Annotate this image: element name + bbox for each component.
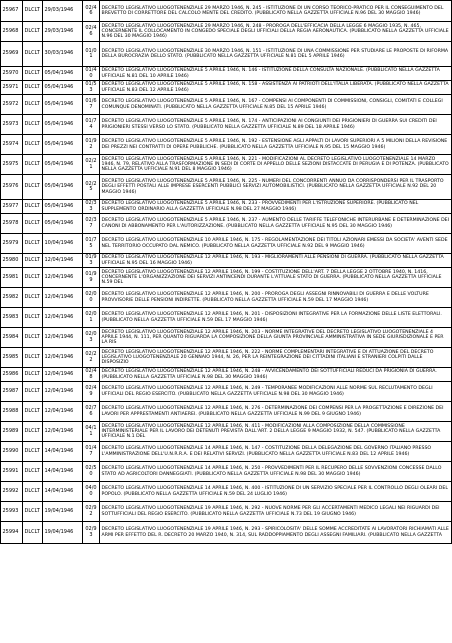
record-number: 25975 [1, 155, 23, 175]
act-page: 04/11 [83, 422, 100, 442]
act-description: DECRETO LEGISLATIVO LUOGOTENENZIALE 5 APRILE 1946, N. 192 - ESTENSIONE AGLI APPALTI DI LAVORI SUPERIORI A 5 MILIONI DELLA REVISIONE DEI PREZZI NEI CONTRATTI DI OPERE PUBBLICHE. (PUBBLICATO NELLA GAZZETTA UFFICIALE N.95 DEL 15 MAGGIO 1946) [100, 135, 452, 155]
table-row [1, 328, 452, 348]
table-row [1, 268, 452, 288]
act-date: 14/04/1946 [43, 482, 83, 502]
act-page: 02/00 [83, 288, 100, 308]
act-date: 12/04/1946 [43, 288, 83, 308]
record-number: 25978 [1, 214, 23, 234]
act-date: 05/04/1946 [43, 175, 83, 200]
record-number: 25987 [1, 382, 23, 402]
act-type: DLCLT [23, 402, 43, 422]
act-type: DLCLT [23, 42, 43, 67]
table-row [1, 254, 452, 268]
record-number: 25970 [1, 67, 23, 81]
record-number: 25973 [1, 115, 23, 135]
act-description: DECRETO LEGISLATIVO LUOGOTENENZIALE 12 APRILE 1946, N. 200 - PROROGA DEGLI ASSEGNI RINNOVABILI DI GUERRA E DELLE VOLTURE PROVVISORIE DELLE PENSIONI INDIRETTE. (PUBBLICATO NELLA GAZZETTA UFFICIALE N.59 DEL 17 MAGGIO 1946) [100, 288, 452, 308]
act-page: 02/49 [83, 382, 100, 402]
act-description: DECRETO LEGISLATIVO LUOGOTENENZIALE 19 APRILE 1946, N. 293 - SPIRICOLOSITA' DELLE SOMME ACCREDITATE AI LAVORATORI RICHIAMATI ALLE ARMI PER EFFETTO DEL R. DECRETO 20 MARZO 1940, N. 314, SUL RADDOPPIAMENTO DEGLI ASSEGNI FAMILIARI. (PUBBLICATO NELLA GAZZETTA [100, 522, 452, 544]
act-description: DECRETO LEGISLATIVO LUOGOTENENZIALE 12 APRILE 1946, N. 276 - DETERMINAZIONE DEI COMPENSI PER LA PROGETTAZIONE E DIREZIONE DEI LAVORI PER APPRESTAMENTI ANTIAEREI. (PUBBLICATO NELLA GAZZETTA UFFICIALE N.99 DEL 9 GIUGNO 1946) [100, 402, 452, 422]
table-row [1, 442, 452, 462]
act-type: DLCLT [23, 200, 43, 214]
act-date: 12/04/1946 [43, 328, 83, 348]
act-page: 02/46 [83, 1, 100, 22]
act-description: DECRETO LEGISLATIVO LUOGOTENENZIALE 10 APRILE 1946, N. 175 - REGOLAMENTAZIONE DEI TITOLI AZIONARI EMESSI DA SOCIETA' AVENTI SEDE NEL TERRITORIO OCCUPATO DAL NEMICO. (PUBBLICATO NELLA GAZZETTA UFFICIALE N.92 DEL 9 MAGGIO 1946) [100, 234, 452, 254]
act-date: 12/04/1946 [43, 348, 83, 368]
table-row [1, 214, 452, 234]
table-row [1, 95, 452, 115]
act-page: 02/37 [83, 214, 100, 234]
act-type: DLCLT [23, 522, 43, 544]
act-date: 12/04/1946 [43, 268, 83, 288]
record-number: 25990 [1, 442, 23, 462]
act-type: DLCLT [23, 482, 43, 502]
table-row [1, 1, 452, 22]
act-date: 29/03/1946 [43, 1, 83, 22]
act-type: DLCLT [23, 442, 43, 462]
act-date: 05/04/1946 [43, 95, 83, 115]
act-page: 02/33 [83, 200, 100, 214]
act-date: 05/04/1946 [43, 81, 83, 95]
record-number: 25982 [1, 288, 23, 308]
table-row [1, 382, 452, 402]
table-row [1, 482, 452, 502]
act-type: DLCLT [23, 422, 43, 442]
record-number: 25974 [1, 135, 23, 155]
act-type: DLCLT [23, 214, 43, 234]
act-type: DLCLT [23, 462, 43, 482]
record-number: 25984 [1, 328, 23, 348]
act-date: 30/03/1946 [43, 42, 83, 67]
table-row [1, 22, 452, 42]
act-page: 01/01 [83, 42, 100, 67]
record-number: 25968 [1, 22, 23, 42]
act-page: 01/47 [83, 442, 100, 462]
act-type: DLCLT [23, 288, 43, 308]
table-row [1, 522, 452, 544]
act-date: 05/04/1946 [43, 67, 83, 81]
record-number: 25969 [1, 42, 23, 67]
act-date: 19/04/1946 [43, 502, 83, 522]
table-row [1, 402, 452, 422]
act-type: DLCLT [23, 502, 43, 522]
act-description: DECRETO LEGISLATIVO LUOGOTENENZIALE 5 APRILE 1946, N. 233 - PROVVEDIMENTI PER L'ISTRUZIONE SUPERIORE. (PUBBLICATO NEL SUPPLEMENTO ORDINARIO ALLA GAZZETTA UFFICIALE N.98 DEL 27 MAGGIO 1946) [100, 200, 452, 214]
record-number: 25981 [1, 268, 23, 288]
act-description: DECRETO LEGISLATIVO LUOGOTENENZIALE 5 APRILE 1946, N. 158 - ASSISTENZA AI PATRIOTI DELL'ITALIA LIBERATA. (PUBBLICATO NELLA GAZZETTA UFFICIALE N.83 DEL 12 APRILE 1946) [100, 81, 452, 95]
act-type: DLCLT [23, 155, 43, 175]
act-date: 12/04/1946 [43, 308, 83, 328]
act-date: 14/04/1946 [43, 462, 83, 482]
act-date: 12/04/1946 [43, 382, 83, 402]
record-number: 25967 [1, 1, 23, 22]
act-date: 14/04/1946 [43, 442, 83, 462]
act-description: DECRETO LEGISLATIVO LUOGOTENENZIALE 5 APRILE 1946, N. 167 - COMPENSI AI COMPONENTI DI COMMISSIONI, CONSIGLI, COMITATI E COLLEGI COMUNQUE DENOMINATI. (PUBBLICATO NELLA GAZZETTA UFFICIALE N.85 DEL 15 APRILE 1946) [100, 95, 452, 115]
table-row [1, 308, 452, 328]
act-page: 02/01 [83, 308, 100, 328]
act-type: DLCLT [23, 115, 43, 135]
record-number: 25985 [1, 348, 23, 368]
act-description: DECRETO LEGISLATIVO LUOGOTENENZIALE 12 APRILE 1946, N. 222 - NORME COMPLEMENTARI INTEGRATIVE E DI ATTUAZIONE DEL DECRETO LEGISLATIVO LUOGOTENENZIALE 20 GENNAIO 1944, N. 26, PER LA REINTEGRAZIONE DEI CITTADINI ITALIANI E STRANIERI COLPITI DALLE DISPOSIZIO [100, 348, 452, 368]
act-date: 12/04/1946 [43, 422, 83, 442]
act-type: DLCLT [23, 95, 43, 115]
act-description: DECRETO LEGISLATIVO LUOGOTENENZIALE 5 APRILE 1946, N. 221 - MODIFICAZIONI AL DECRETO LEGISLATIVO LUOGOTENENZIALE 14 MARZO 1946, N. 79, RELATIVO ALLA TRASFORMAZIONE IN SEDI DI CORTE DI APPELLO DELLE SEZIONI DISTACCATE DI PERUGIA E DI POTENZA. (PUBBLICATO NELLA GAZZETTA UFFICIALE N.91 DEL 8 MAGGIO 1946) [100, 155, 452, 175]
act-description: DECRETO LEGISLATIVO LUOGOTENENZIALE 14 APRILE 1946, N. 250 - PROVVEDIMENTI PER IL RECUPERO DELLE SOVVENZIONI CONCESSE DALLO STATO AD AGRICOLTORI DANNEGGIATI. (PUBBLICATO NELLA GAZZETTA UFFICIALE N.98 DEL 30 MAGGIO 1946) [100, 462, 452, 482]
act-date: 05/04/1946 [43, 155, 83, 175]
record-number: 25980 [1, 254, 23, 268]
act-page: 02/03 [83, 328, 100, 348]
table-row [1, 368, 452, 382]
act-page: 02/93 [83, 522, 100, 544]
act-type: DLCLT [23, 328, 43, 348]
act-page: 01/99 [83, 268, 100, 288]
record-number: 25979 [1, 234, 23, 254]
act-description: DECRETO LEGISLATIVO LUOGOTENENZIALE 12 APRILE 1946, N. 203 - NORME INTEGRATIVE DEL DECRETO LEGISLATIVO LUOGOTENENZIALE 4 APRILE 1944, N. 111, PER QUANTO RIGUARDA LA COMPOSIZIONE DELLA GIUNTA PROVINCIALE AMMINISTRATIVA IN SEDE GIURISDIZIONALE E PER LA RIS [100, 328, 452, 348]
act-type: DLCLT [23, 1, 43, 22]
act-page: 01/92 [83, 135, 100, 155]
record-number: 25989 [1, 422, 23, 442]
act-type: DLCLT [23, 135, 43, 155]
record-number: 25986 [1, 368, 23, 382]
act-description: DECRETO LEGISLATIVO LUOGOTENENZIALE 5 APRILE 1946, N. 225 - NUMERI DEL CONCORRENTI ANNUO DA CORRISPONDERSI PER IL TRASPORTO DEGLI EFFETTI POSTALI ALLE IMPRESE ESERCENTI PUBBLICI SERVIZI AUTOMOBILISTICI. (PUBBLICATO NELLA GAZZETTA UFFICIALE N.92 DEL 20 MAGGIO 1946) [100, 175, 452, 200]
table-row [1, 81, 452, 95]
act-description: DECRETO LEGISLATIVO LUOGOTENENZIALE 30 MARZO 1946, N. 151 - ISTITUZIONE DI UNA COMMISSIONE PER STUDIARE LE PROPOSTE DI RIFORMA DELLA BUROCRAZIA DELLO STATO. (PUBBLICATO NELLA GAZZETTA UFFICIALE N.81 DEL 5 APRILE 1946) [100, 42, 452, 67]
act-page: 01/53 [83, 81, 100, 95]
act-date: 12/04/1946 [43, 254, 83, 268]
table-row [1, 67, 452, 81]
act-page: 02/46 [83, 22, 100, 42]
act-page: 04/00 [83, 482, 100, 502]
table-row [1, 462, 452, 482]
act-description: DECRETO LEGISLATIVO LUOGOTENENZIALE 12 APRILE 1946, N. 249 - TEMPORANEE MODIFICAZIONI ALLE NORME SUL RECLUTAMENTO DEGLI UFFICIALI DEL REGIO ESERCITO. (PUBBLICATO NELLA GAZZETTA UFFICIALE N.98 DEL 30 MAGGIO 1946) [100, 382, 452, 402]
table-row [1, 234, 452, 254]
act-description: DECRETO LEGISLATIVO LUOGOTENENZIALE 12 APRILE 1946, N. 201 - DISPOSIZIONI INTEGRATIVE PER LA FORMAZIONE DELLE LISTE ELETTORALI. (PUBBLICATO NELLA GAZZETTA UFFICIALE N.59 DEL 17 MAGGIO 1946) [100, 308, 452, 328]
act-page: 02/22 [83, 348, 100, 368]
record-number: 25983 [1, 308, 23, 328]
act-type: DLCLT [23, 268, 43, 288]
act-type: DLCLT [23, 22, 43, 42]
act-page: 02/76 [83, 402, 100, 422]
table-row [1, 200, 452, 214]
act-date: 29/03/1946 [43, 22, 83, 42]
act-description: DECRETO LEGISLATIVO LUOGOTENENZIALE 5 APRILE 1946, N. 174 - ANTICIPAZIONI AI CONGIUNTI DEI PRIGIONIERI DI GUERRA SUI CREDITI DEI PRIGIONIERI STESSI VERSO LO STATO. (PUBBLICATO NELLA GAZZETTA UFFICIALE N.89 DEL 18 APRILE 1946) [100, 115, 452, 135]
act-date: 05/04/1946 [43, 214, 83, 234]
act-page: 02/48 [83, 368, 100, 382]
act-description: DECRETO LEGISLATIVO LUOGOTENENZIALE 29 MARZO 1946, N. 245 - ISTITUZIONE DI UN CORSO TEORICO-PRATICO PER IL CONSEGUIMENTO DEL BREVETTO DI CORRETTORE DEL CALCOLO MENTE DEL CREDITO. (PUBBLICATO NELLA GAZZETTA UFFICIALE N.96 DEL 30 MAGGIO 1946) [100, 1, 452, 22]
record-number: 25991 [1, 462, 23, 482]
act-page: 02/50 [83, 462, 100, 482]
act-type: DLCLT [23, 81, 43, 95]
act-description: DECRETO LEGISLATIVO LUOGOTENENZIALE 12 APRILE 1946, N. 199 - COSTITUZIONE DELL'ART. 7 DELLA LEGGE 2 OTTOBRE 1940, N. 1416, CONCERNENTE L'ORGANIZZAZIONE DEI SERVIZI ANTINCENDI DURANTE L'ATTUALE STATO DI GUERRA. (PUBBLICATO NELLA GAZZETTA UFFICIALE N.59 DEL [100, 268, 452, 288]
act-description: DECRETO LEGISLATIVO LUOGOTENENZIALE 14 APRILE 1946, N. 147 - COSTITUZIONE DELLA DELEGAZIONE DEL GOVERNO ITALIANO PRESSO L'AMMINISTRAZIONE DELL'U.N.R.R.A. E DEI RELATIVI SERVIZI. (PUBBLICATO NELLA GAZZETTA UFFICIALE N.83 DEL 12 APRILE 1946) [100, 442, 452, 462]
act-type: DLCLT [23, 234, 43, 254]
record-number: 25976 [1, 175, 23, 200]
act-type: DLCLT [23, 254, 43, 268]
act-type: DLCLT [23, 368, 43, 382]
act-page: 02/25 [83, 175, 100, 200]
act-date: 12/04/1946 [43, 402, 83, 422]
table-row [1, 155, 452, 175]
table-row [1, 348, 452, 368]
act-description: DECRETO LEGISLATIVO LUOGOTENENZIALE 12 APRILE 1946, N. 193 - MIGLIORAMENTI ALLE PENSIONI DI GUERRA. (PUBBLICATO NELLA GAZZETTA UFFICIALE N.95 DEL 16 MAGGIO 1946) [100, 254, 452, 268]
table-row [1, 288, 452, 308]
act-page: 01/93 [83, 254, 100, 268]
act-date: 05/04/1946 [43, 135, 83, 155]
act-page: 02/21 [83, 155, 100, 175]
act-date: 19/04/1946 [43, 522, 83, 544]
record-number: 25993 [1, 502, 23, 522]
record-number: 25977 [1, 200, 23, 214]
act-type: DLCLT [23, 175, 43, 200]
register-body [1, 1, 452, 544]
act-type: DLCLT [23, 348, 43, 368]
record-number: 25988 [1, 402, 23, 422]
act-type: DLCLT [23, 308, 43, 328]
act-description: DECRETO LEGISLATIVO LUOGOTENENZIALE 19 APRILE 1946, N. 292 - NUOVE NORME PER GLI ACCERTAMENTI MEDICO LEGALI NEI RIGUARDI DEI SOTTUFFICIALI DEL REGIO ESERCITO. (PUBBLICATO NELLA GAZZETTA UFFICIALE N.73 DEL 19 GIUGNO 1946) [100, 502, 452, 522]
act-description: DECRETO LEGISLATIVO LUOGOTENENZIALE 29 MARZO 1946, N. 248 - PROROGA DELL'EFFICACIA DELLA LEGGE 6 MAGGIO 1935, N. 465, CONCERNENTE IL COLLOCAMENTO IN CONGEDO SPECIALE DEGLI UFFICIALI DELLA REGIA AERONAUTICA. (PUBBLICATO NELLA GAZZETTA UFFICIALE N.96 DEL 30 MAGGIO 1946) [100, 22, 452, 42]
act-description: DECRETO LEGISLATIVO LUOGOTENENZIALE 12 APRILE 1946, N. 411 - MODIFICAZIONI ALLA COMPOSIZIONE DELLA COMMISSIONE INTERMINISTERIALE PER IL LAVORO DEI DETENUTI PREVISTA DALL'ART. 2 DELLA LEGGE 9 MAGGIO 1932, N. 547. (PUBBLICATO NELLA GAZZETTA UFFICIALE N.1 DEL [100, 422, 452, 442]
act-description: DECRETO LEGISLATIVO LUOGOTENENZIALE 5 APRILE 1946, N. 146 - ISTITUZIONE DELLA CONSULTA NAZIONALE. (PUBBLICATO NELLA GAZZETTA UFFICIALE N.81 DEL 10 APRILE 1946) [100, 67, 452, 81]
record-number: 25992 [1, 482, 23, 502]
act-page: 01/75 [83, 234, 100, 254]
record-number: 25972 [1, 95, 23, 115]
table-row [1, 42, 452, 67]
act-type: DLCLT [23, 67, 43, 81]
act-description: DECRETO LEGISLATIVO LUOGOTENENZIALE 5 APRILE 1946, N. 237 - AUMENTO DELLE TARIFFE TELEFONICHE INTERURBANE E DETERMINAZIONE DEI CANONI DI ABBONAMENTO PER L'AUTORIZZAZIONE. (PUBBLICATO NELLA GAZZETTA UFFICIALE N.95 DEL 30 MAGGIO 1946) [100, 214, 452, 234]
table-row [1, 115, 452, 135]
table-row [1, 422, 452, 442]
act-type: DLCLT [23, 382, 43, 402]
act-date: 12/04/1946 [43, 368, 83, 382]
act-page: 01/67 [83, 95, 100, 115]
act-page: 01/74 [83, 115, 100, 135]
act-date: 05/04/1946 [43, 115, 83, 135]
act-page: 02/92 [83, 502, 100, 522]
record-number: 25971 [1, 81, 23, 95]
table-row [1, 135, 452, 155]
table-row [1, 175, 452, 200]
act-date: 05/04/1946 [43, 200, 83, 214]
act-description: DECRETO LEGISLATIVO LUOGOTENENZIALE 12 APRILE 1946, N. 248 - AVVICENDAMENTO DEI SOTTUFFICIALI REDUCI DA PRIGIONIA DI GUERRA. (PUBBLICATO NELLA GAZZETTA UFFICIALE N.98 DEL 30 MAGGIO 1946) [100, 368, 452, 382]
table-row [1, 502, 452, 522]
act-date: 10/04/1946 [43, 234, 83, 254]
act-description: DECRETO LEGISLATIVO LUOGOTENENZIALE 14 APRILE 1946, N. 400 - ISTITUZIONE DI UN SERVIZIO SPECIALE PER IL CONTROLLO DEGLI OLEARI DEL POPOLO. (PUBBLICATO NELLA GAZZETTA UFFICIALE N.59 DEL 24 LUGLIO 1946) [100, 482, 452, 502]
act-page: 01/40 [83, 67, 100, 81]
record-number: 25994 [1, 522, 23, 544]
